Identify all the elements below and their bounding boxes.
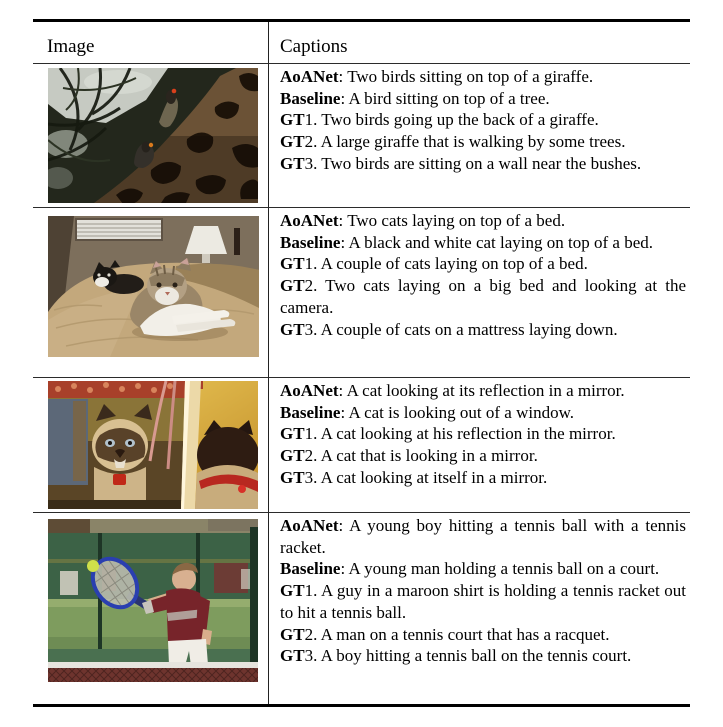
caption-text: 2. A cat that is looking in a mirror. xyxy=(304,446,538,466)
image-cell xyxy=(33,513,269,704)
caption-line xyxy=(280,624,686,646)
boy-hitting-tennis-ball-photo xyxy=(48,519,258,682)
column-header-captions-label: Captions xyxy=(280,36,348,57)
captions-cell xyxy=(269,208,690,377)
caption-line xyxy=(280,445,686,467)
tennis-net xyxy=(48,662,258,682)
caption-label: Baseline xyxy=(280,88,341,108)
caption-line xyxy=(280,380,686,402)
caption-text: : A bird sitting on top of a tree. xyxy=(340,88,550,108)
caption-line xyxy=(280,253,686,275)
caption-label: AoANet xyxy=(280,211,339,230)
two-cats-on-bed-photo xyxy=(48,216,259,357)
caption-line xyxy=(280,109,686,131)
caption-line xyxy=(280,515,686,558)
caption-text: : Two cats laying on top of a bed. xyxy=(338,211,566,230)
caption-text: 3. Two birds are sitting on a wall near the bushes. xyxy=(304,153,642,173)
caption-label: GT xyxy=(280,424,305,444)
caption-text: 3. A couple of cats on a mattress laying down. xyxy=(304,319,618,339)
captions-cell xyxy=(269,64,690,207)
column-header-image-label: Image xyxy=(47,36,95,57)
caption-line xyxy=(280,88,686,110)
caption-text: : A cat looking at its reflection in a mirror. xyxy=(338,381,625,400)
caption-label: Baseline xyxy=(280,559,341,579)
captions-cell xyxy=(269,513,690,704)
caption-text: 1. A couple of cats laying on top of a bed. xyxy=(304,254,588,274)
caption-line xyxy=(280,558,686,580)
caption-line xyxy=(280,467,686,489)
caption-label: GT xyxy=(280,446,305,466)
cat-mirror-reflection-photo xyxy=(48,381,258,509)
caption-text: 2. A man on a tennis court that has a racquet. xyxy=(304,624,610,644)
table-row xyxy=(33,378,690,513)
caption-text: 3. A cat looking at itself in a mirror. xyxy=(304,467,548,487)
caption-text: 2. Two cats laying on a big bed and looking at the camera. xyxy=(280,276,686,317)
caption-label: GT xyxy=(280,153,305,173)
caption-line xyxy=(280,66,686,88)
column-header-captions xyxy=(269,36,690,63)
caption-label: GT xyxy=(280,276,305,296)
caption-text: : A black and white cat laying on top of a bed. xyxy=(340,232,653,252)
caption-text: : A young man holding a tennis ball on a court. xyxy=(340,559,660,579)
caption-label: AoANet xyxy=(280,381,339,400)
captions-cell xyxy=(269,378,690,512)
caption-line xyxy=(280,580,686,623)
caption-label: AoANet xyxy=(280,67,339,86)
caption-text: 1. A cat looking at his reflection in the mirror. xyxy=(304,424,616,444)
image-cell xyxy=(33,208,269,377)
caption-line xyxy=(280,423,686,445)
caption-text: : Two birds sitting on top of a giraffe. xyxy=(338,67,594,86)
birds-on-giraffe-photo xyxy=(48,68,258,203)
results-table xyxy=(33,19,690,707)
caption-label: GT xyxy=(280,624,305,644)
caption-line xyxy=(280,210,686,232)
caption-text: : A cat is looking out of a window. xyxy=(340,402,575,422)
table-row xyxy=(33,513,690,704)
table-header xyxy=(33,22,690,64)
table-row xyxy=(33,208,690,378)
caption-text: : A young boy hitting a tennis ball with a tennis racket. xyxy=(280,516,686,557)
caption-text: 1. A guy in a maroon shirt is holding a tennis racket out to hit a tennis ball. xyxy=(280,581,686,622)
image-cell xyxy=(33,378,269,512)
caption-text: 3. A boy hitting a tennis ball on the tennis court. xyxy=(304,646,632,666)
caption-label: Baseline xyxy=(280,402,341,422)
caption-label: Baseline xyxy=(280,232,341,252)
image-cell xyxy=(33,64,269,207)
caption-line xyxy=(280,131,686,153)
column-header-image xyxy=(33,22,269,63)
caption-text: 1. Two birds going up the back of a giraffe. xyxy=(304,110,599,130)
caption-line xyxy=(280,645,686,667)
caption-label: GT xyxy=(280,132,305,152)
caption-label: GT xyxy=(280,646,305,666)
caption-label: GT xyxy=(280,110,305,130)
caption-label: GT xyxy=(280,467,305,487)
caption-line xyxy=(280,275,686,318)
caption-line xyxy=(280,153,686,175)
caption-label: GT xyxy=(280,581,305,601)
caption-line xyxy=(280,402,686,424)
caption-text: 2. A large giraffe that is walking by some trees. xyxy=(304,132,626,152)
tennis-ball xyxy=(87,560,99,572)
caption-line xyxy=(280,319,686,341)
caption-label: AoANet xyxy=(280,516,339,535)
table-row xyxy=(33,64,690,208)
caption-label: GT xyxy=(280,254,305,274)
caption-line xyxy=(280,232,686,254)
caption-label: GT xyxy=(280,319,305,339)
